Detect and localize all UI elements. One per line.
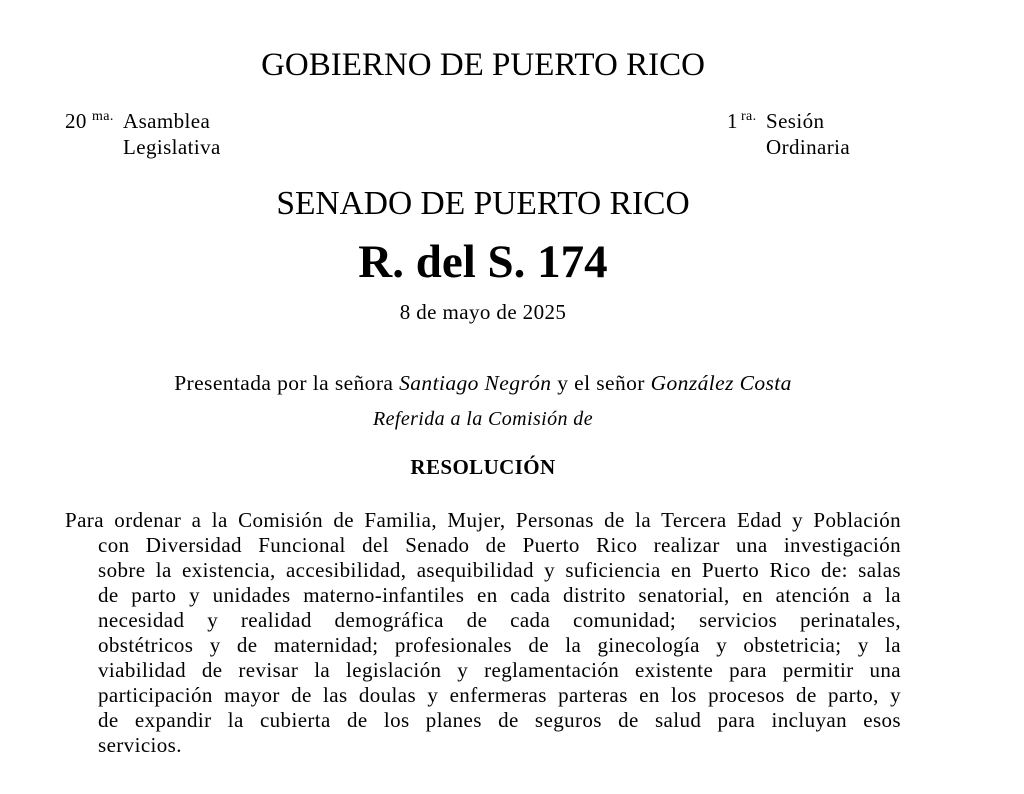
body-line: sobre la existencia, accesibilidad, asequibilidad y suficiencia en Puerto Rico de: salas xyxy=(98,558,901,582)
resolution-body xyxy=(65,508,901,758)
assembly-number: 20 xyxy=(65,109,87,133)
referral-line: Referida a la Comisión de xyxy=(373,408,593,430)
body-line: viabilidad de revisar la legislación y reglamentación existente para permitir una xyxy=(98,658,901,682)
sponsor-name: Santiago Negrón xyxy=(399,371,552,395)
session-label-line: Ordinaria xyxy=(766,135,851,159)
body-line: con Diversidad Funcional del Senado de Puerto Rico realizar una investigación xyxy=(98,533,901,557)
sponsors-line xyxy=(65,371,901,396)
body-line: Para ordenar a la Comisión de Familia, Mujer, Personas de la Tercera Edad y Población xyxy=(65,508,901,532)
session-number: 1 xyxy=(727,109,738,133)
measure-number: R. del S. 174 xyxy=(358,236,608,288)
chamber-title: SENADO DE PUERTO RICO xyxy=(276,185,690,222)
body-line: participación mayor de las doulas y enfermeras parteras en los procesos de parto, y xyxy=(98,683,901,707)
body-line: de parto y unidades materno-infantiles en cada distrito senatorial, en atención a la xyxy=(98,583,901,607)
government-title: GOBIERNO DE PUERTO RICO xyxy=(261,47,705,83)
assembly-label-line: Legislativa xyxy=(123,135,221,159)
document-type-heading: RESOLUCIÓN xyxy=(410,455,556,479)
filing-date: 8 de mayo de 2025 xyxy=(399,300,567,324)
body-line: necesidad y realidad demográfica de cada comunidad; servicios perinatales, xyxy=(98,608,901,632)
sponsor-name: González Costa xyxy=(650,371,792,395)
sponsors-connector: y el señor xyxy=(557,371,645,395)
body-line: obstétricos y de maternidad; profesionales de la ginecología y obstetricia; y la xyxy=(98,633,901,657)
assembly-ordinal: ma. xyxy=(92,109,114,124)
assembly-label-line: Asamblea xyxy=(123,109,211,133)
session-ordinal: ra. xyxy=(741,109,757,124)
sponsors-prefix: Presentada por la señora xyxy=(174,371,394,395)
body-line: servicios. xyxy=(98,733,182,757)
session-label-line: Sesión xyxy=(766,109,825,133)
body-line: de expandir la cubierta de los planes de seguros de salud para incluyan esos xyxy=(98,708,901,732)
